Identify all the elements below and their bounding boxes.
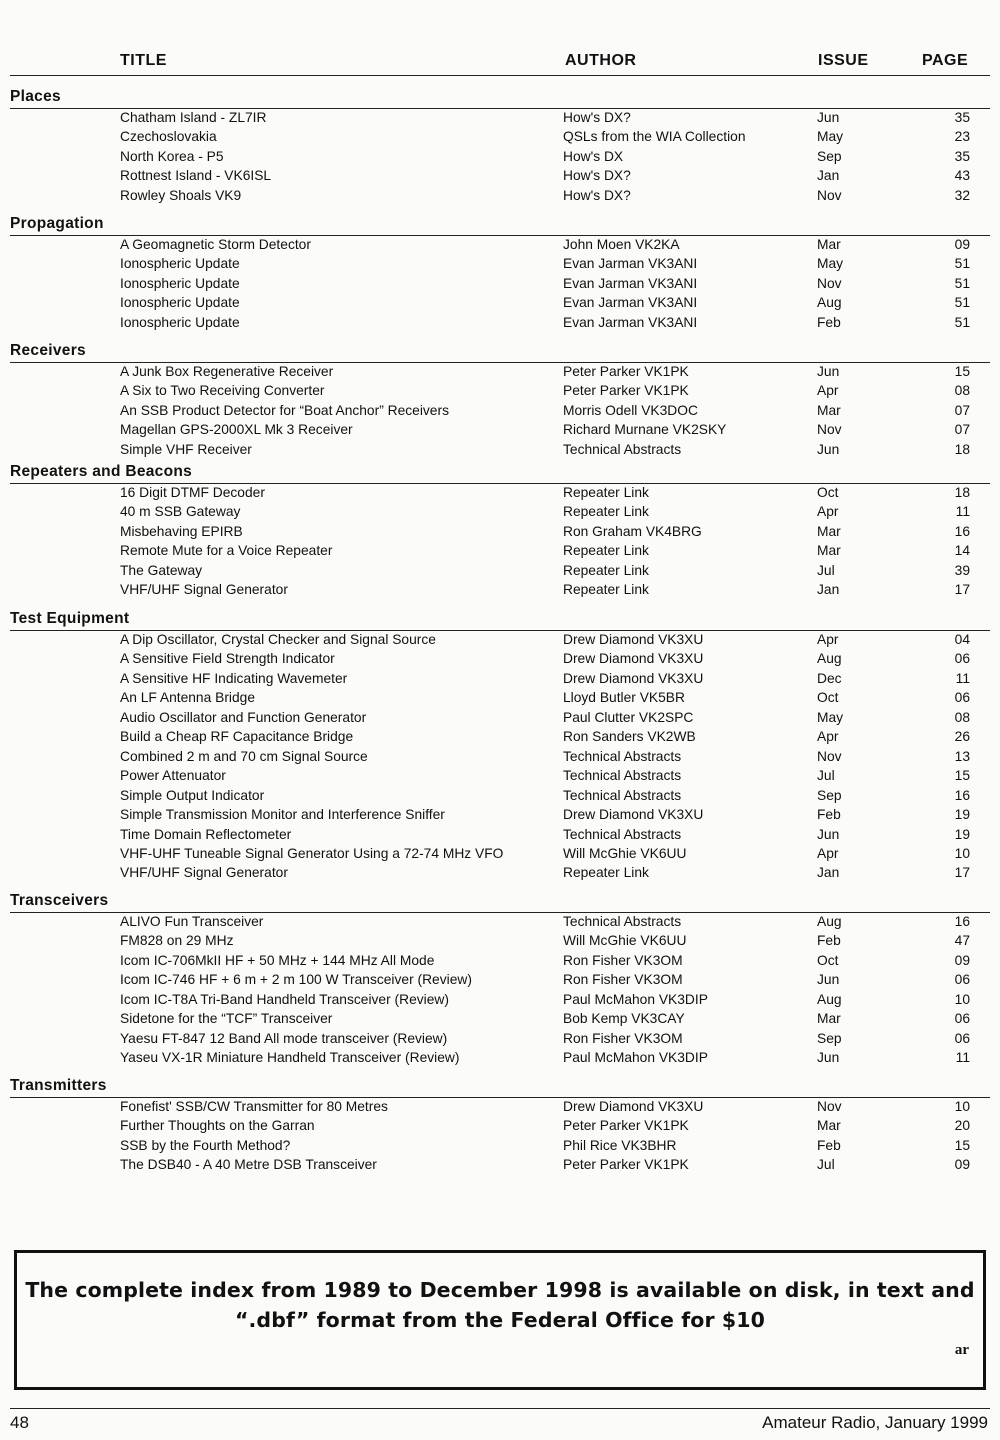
entry-issue: Jun	[817, 1050, 840, 1066]
entry-issue: Jun	[817, 972, 840, 988]
index-entry-row	[0, 420, 1000, 440]
entry-author: Peter Parker VK1PK	[563, 1118, 689, 1134]
entry-issue: Apr	[817, 632, 839, 647]
column-header-author: AUTHOR	[565, 52, 637, 69]
entry-title: Ionospheric Update	[120, 295, 240, 311]
entry-issue: Sep	[817, 148, 842, 164]
column-header-issue: ISSUE	[818, 52, 869, 69]
entry-page: 51	[954, 256, 970, 272]
entry-title: VHF-UHF Tuneable Signal Generator Using a 72-74 MHz VFO	[120, 845, 504, 861]
entry-page: 11	[955, 670, 970, 686]
entry-page: 35	[954, 110, 970, 125]
notice-sign-off: ar	[954, 1342, 969, 1358]
entry-issue: Jul	[817, 1157, 835, 1173]
entry-page: 51	[954, 295, 970, 311]
index-entry-row	[0, 1155, 1000, 1175]
column-header-page: PAGE	[922, 52, 969, 69]
entry-author: Evan Jarman VK3ANI	[563, 275, 698, 291]
entry-issue: Oct	[817, 952, 839, 968]
entry-author: Technical Abstracts	[563, 748, 682, 764]
entry-title: The Gateway	[120, 562, 203, 578]
entry-page: 09	[954, 952, 970, 968]
entry-title: Icom IC-706MkII HF + 50 MHz + 144 MHz All Mode	[120, 952, 435, 968]
entry-title: Rottnest Island - VK6ISL	[120, 168, 272, 184]
entry-issue: Jun	[817, 110, 840, 125]
index-entry-row	[0, 186, 1000, 206]
entry-author: Ron Fisher VK3OM	[563, 972, 683, 988]
entry-title: North Korea - P5	[120, 148, 224, 164]
entry-author: Technical Abstracts	[563, 768, 682, 784]
entry-title: A Six to Two Receiving Converter	[120, 383, 325, 399]
index-entry-row	[0, 541, 1000, 561]
footer-publication: Amateur Radio, January 1999	[762, 1413, 988, 1432]
section-heading: Receivers	[10, 342, 990, 363]
section-heading: Repeaters and Beacons	[10, 463, 990, 484]
entry-page: 17	[954, 865, 970, 881]
entry-author: Peter Parker VK1PK	[563, 364, 689, 379]
entry-author: Peter Parker VK1PK	[563, 383, 689, 399]
entry-author: Morris Odell VK3DOC	[563, 402, 698, 418]
index-entry-row	[0, 844, 1000, 864]
index-entry-row	[0, 313, 1000, 333]
index-entry-row	[0, 688, 1000, 708]
entry-page: 16	[954, 523, 970, 539]
entry-author: Drew Diamond VK3XU	[563, 651, 704, 667]
entry-title: Yaseu VX-1R Miniature Handheld Transceiver (Review)	[120, 1050, 460, 1066]
entry-author: Technical Abstracts	[563, 914, 682, 929]
entry-issue: Apr	[817, 845, 839, 861]
index-entry-row	[0, 254, 1000, 274]
index-entry-row	[0, 951, 1000, 971]
entry-title: A Junk Box Regenerative Receiver	[120, 364, 334, 379]
index-entry-row	[0, 970, 1000, 990]
index-entry-row	[0, 381, 1000, 401]
entry-page: 26	[954, 729, 970, 745]
entry-issue: Jan	[817, 168, 840, 184]
index-entry-row	[0, 1048, 1000, 1068]
entry-author: Repeater Link	[563, 485, 649, 500]
entry-title: VHF/UHF Signal Generator	[120, 582, 288, 598]
entry-author: Repeater Link	[563, 562, 649, 578]
entry-issue: Apr	[817, 383, 839, 399]
entry-page: 51	[954, 314, 970, 330]
entry-title: 16 Digit DTMF Decoder	[120, 485, 265, 500]
index-entry-row	[0, 440, 1000, 460]
disk-notice-box	[14, 1250, 986, 1390]
index-entry-row	[0, 863, 1000, 883]
entry-author: Drew Diamond VK3XU	[563, 670, 704, 686]
entry-author: John Moen VK2KA	[563, 237, 680, 252]
entry-title: Misbehaving EPIRB	[120, 523, 243, 539]
entry-issue: Jan	[817, 865, 840, 881]
index-entry-row	[0, 580, 1000, 600]
entry-title: Icom IC-T8A Tri-Band Handheld Transceiver (Review)	[120, 991, 449, 1007]
entry-issue: Aug	[817, 914, 842, 929]
entry-author: Richard Murnane VK2SKY	[563, 422, 727, 438]
entry-title: Ionospheric Update	[120, 314, 240, 330]
entry-issue: Feb	[817, 933, 841, 949]
index-entry-row	[0, 669, 1000, 689]
entry-title: The DSB40 - A 40 Metre DSB Transceiver	[120, 1157, 377, 1173]
entry-title: Icom IC-746 HF + 6 m + 2 m 100 W Transceiver (Review)	[120, 972, 472, 988]
entry-author: Peter Parker VK1PK	[563, 1157, 689, 1173]
notice-message	[17, 1275, 983, 1335]
index-entry-row	[0, 561, 1000, 581]
entry-title: Simple VHF Receiver	[120, 441, 252, 457]
entry-author: How's DX	[563, 148, 624, 164]
entry-page: 39	[954, 562, 970, 578]
index-entry-row	[0, 483, 1000, 503]
index-entry-row	[0, 766, 1000, 786]
notice-line-1: The complete index from 1989 to December 1998 is available on disk, in text and	[25, 1278, 975, 1302]
entry-author: How's DX?	[563, 110, 631, 125]
entry-page: 35	[954, 148, 970, 164]
entry-page: 08	[954, 383, 970, 399]
notice-line-2: “.dbf” format from the Federal Office for $10	[234, 1308, 766, 1332]
entry-page: 11	[955, 1050, 970, 1066]
entry-issue: Jun	[817, 826, 840, 842]
entry-issue: May	[817, 709, 844, 725]
entry-issue: Aug	[817, 651, 842, 667]
entry-page: 06	[954, 651, 970, 667]
entry-title: Fonefist' SSB/CW Transmitter for 80 Metres	[120, 1099, 388, 1114]
index-entry-row	[0, 362, 1000, 382]
entry-page: 43	[954, 168, 970, 184]
entry-page: 18	[954, 441, 970, 457]
entry-author: Ron Graham VK4BRG	[563, 523, 702, 539]
entry-issue: Jun	[817, 364, 840, 379]
entry-title: Rowley Shoals VK9	[120, 187, 242, 203]
entry-issue: Feb	[817, 1137, 841, 1153]
entry-issue: Nov	[817, 275, 842, 291]
entry-author: Ron Sanders VK2WB	[563, 729, 696, 745]
entry-page: 15	[954, 1137, 970, 1153]
entry-page: 16	[954, 787, 970, 803]
entry-title: An LF Antenna Bridge	[120, 690, 255, 706]
entry-issue: Nov	[817, 748, 842, 764]
entry-title: Sidetone for the “TCF” Transceiver	[120, 1011, 333, 1027]
index-entry-row	[0, 825, 1000, 845]
entry-page: 16	[954, 914, 970, 929]
entry-issue: Oct	[817, 690, 839, 706]
entry-page: 23	[954, 129, 970, 145]
section-heading: Places	[10, 88, 990, 109]
entry-title: Czechoslovakia	[120, 129, 217, 145]
entry-author: Evan Jarman VK3ANI	[563, 256, 698, 272]
index-entry-row	[0, 630, 1000, 650]
entry-page: 32	[954, 187, 970, 203]
entry-page: 09	[954, 1157, 970, 1173]
entry-issue: Apr	[817, 504, 839, 520]
index-entry-row	[0, 1116, 1000, 1136]
entry-title: VHF/UHF Signal Generator	[120, 865, 288, 881]
entry-title: SSB by the Fourth Method?	[120, 1137, 291, 1153]
entry-issue: Mar	[817, 523, 841, 539]
index-entry-row	[0, 786, 1000, 806]
entry-author: Evan Jarman VK3ANI	[563, 314, 698, 330]
index-entry-row	[0, 1029, 1000, 1049]
index-entry-row	[0, 990, 1000, 1010]
entry-issue: Mar	[817, 237, 841, 252]
entry-author: Paul McMahon VK3DIP	[563, 991, 708, 1007]
entry-issue: Mar	[817, 1011, 841, 1027]
entry-title: Magellan GPS-2000XL Mk 3 Receiver	[120, 422, 353, 438]
entry-author: Drew Diamond VK3XU	[563, 807, 704, 823]
entry-author: Repeater Link	[563, 865, 649, 881]
entry-page: 20	[954, 1118, 970, 1134]
entry-title: Build a Cheap RF Capacitance Bridge	[120, 729, 354, 745]
entry-page: 19	[954, 807, 970, 823]
entry-author: Repeater Link	[563, 582, 649, 598]
footer-rule	[10, 1408, 990, 1409]
entry-issue: Dec	[817, 670, 842, 686]
entry-author: Ron Fisher VK3OM	[563, 952, 683, 968]
entry-issue: Feb	[817, 314, 841, 330]
footer-page-number: 48	[10, 1413, 29, 1432]
entry-page: 18	[954, 485, 970, 500]
entry-page: 51	[954, 275, 970, 291]
entry-title: A Dip Oscillator, Crystal Checker and Signal Source	[120, 632, 436, 647]
entry-author: Lloyd Butler VK5BR	[563, 690, 685, 706]
entry-author: Bob Kemp VK3CAY	[563, 1011, 685, 1027]
entry-author: Will McGhie VK6UU	[563, 845, 687, 861]
entry-author: How's DX?	[563, 168, 631, 184]
entry-issue: May	[817, 256, 844, 272]
entry-title: A Geomagnetic Storm Detector	[120, 237, 311, 252]
entry-page: 14	[954, 543, 970, 559]
entry-author: Ron Fisher VK3OM	[563, 1030, 683, 1046]
section-heading: Propagation	[10, 215, 990, 236]
entry-page: 15	[954, 768, 970, 784]
entry-issue: Feb	[817, 807, 841, 823]
entry-title: Yaesu FT-847 12 Band All mode transceiver (Review)	[120, 1030, 448, 1046]
index-entry-row	[0, 727, 1000, 747]
entry-page: 10	[954, 991, 970, 1007]
entry-issue: Aug	[817, 991, 842, 1007]
entry-page: 10	[954, 1099, 970, 1114]
index-entry-row	[0, 747, 1000, 767]
entry-page: 04	[954, 632, 970, 647]
entry-page: 06	[954, 972, 970, 988]
entry-title: Ionospheric Update	[120, 256, 240, 272]
index-entry-row	[0, 1136, 1000, 1156]
index-entry-row	[0, 108, 1000, 128]
entry-author: Phil Rice VK3BHR	[563, 1137, 677, 1153]
index-entry-row	[0, 401, 1000, 421]
index-entry-row	[0, 931, 1000, 951]
section-heading: Test Equipment	[10, 610, 990, 631]
index-entry-row	[0, 502, 1000, 522]
column-header-title: TITLE	[120, 52, 167, 69]
entry-page: 19	[954, 826, 970, 842]
index-entry-row	[0, 127, 1000, 147]
entry-author: Drew Diamond VK3XU	[563, 1099, 704, 1114]
entry-title: Power Attenuator	[120, 768, 226, 784]
entry-page: 47	[954, 933, 970, 949]
entry-issue: Mar	[817, 402, 841, 418]
entry-title: Simple Transmission Monitor and Interference Sniffer	[120, 807, 445, 823]
index-entry-row	[0, 805, 1000, 825]
index-entry-row	[0, 1009, 1000, 1029]
entry-title: A Sensitive HF Indicating Wavemeter	[120, 670, 348, 686]
entry-issue: Nov	[817, 1099, 842, 1114]
entry-issue: Aug	[817, 295, 842, 311]
entry-page: 15	[954, 364, 970, 379]
entry-author: Repeater Link	[563, 504, 649, 520]
entry-title: Remote Mute for a Voice Repeater	[120, 543, 333, 559]
entry-title: Simple Output Indicator	[120, 787, 265, 803]
entry-title: An SSB Product Detector for “Boat Anchor” Receivers	[120, 402, 449, 418]
entry-title: Time Domain Reflectometer	[120, 826, 292, 842]
entry-author: Technical Abstracts	[563, 441, 682, 457]
entry-author: Technical Abstracts	[563, 826, 682, 842]
header-rule	[10, 75, 990, 76]
index-entry-row	[0, 1097, 1000, 1117]
entry-author: Drew Diamond VK3XU	[563, 632, 704, 647]
entry-title: FM828 on 29 MHz	[120, 933, 234, 949]
entry-issue: Nov	[817, 422, 842, 438]
entry-issue: Oct	[817, 485, 839, 500]
entry-author: Evan Jarman VK3ANI	[563, 295, 698, 311]
entry-page: 09	[954, 237, 970, 252]
entry-page: 07	[954, 402, 970, 418]
index-entry-row	[0, 649, 1000, 669]
entry-page: 06	[954, 1011, 970, 1027]
entry-page: 06	[954, 1030, 970, 1046]
entry-issue: Mar	[817, 543, 841, 559]
entry-author: Paul McMahon VK3DIP	[563, 1050, 708, 1066]
entry-title: Combined 2 m and 70 cm Signal Source	[120, 748, 368, 764]
entry-issue: Jun	[817, 441, 840, 457]
section-heading: Transceivers	[10, 892, 990, 913]
section-heading: Transmitters	[10, 1077, 990, 1098]
entry-issue: Sep	[817, 1030, 842, 1046]
entry-page: 11	[955, 504, 970, 520]
entry-author: How's DX?	[563, 187, 631, 203]
index-entry-row	[0, 522, 1000, 542]
entry-issue: Jan	[817, 582, 840, 598]
index-entry-row	[0, 293, 1000, 313]
entry-issue: Sep	[817, 787, 842, 803]
index-entry-row	[0, 912, 1000, 932]
entry-page: 13	[954, 748, 970, 764]
index-entry-row	[0, 274, 1000, 294]
entry-author: Technical Abstracts	[563, 787, 682, 803]
entry-issue: May	[817, 129, 844, 145]
entry-title: A Sensitive Field Strength Indicator	[120, 651, 335, 667]
index-entry-row	[0, 708, 1000, 728]
entry-author: Will McGhie VK6UU	[563, 933, 687, 949]
entry-title: Audio Oscillator and Function Generator	[120, 709, 367, 725]
entry-issue: Mar	[817, 1118, 841, 1134]
entry-title: Further Thoughts on the Garran	[120, 1118, 315, 1134]
entry-title: Ionospheric Update	[120, 275, 240, 291]
entry-author: Repeater Link	[563, 543, 649, 559]
index-entry-row	[0, 166, 1000, 186]
entry-author: QSLs from the WIA Collection	[563, 129, 746, 145]
entry-page: 08	[954, 709, 970, 725]
entry-page: 17	[954, 582, 970, 598]
entry-issue: Nov	[817, 187, 842, 203]
entry-page: 06	[954, 690, 970, 706]
entry-title: ALIVO Fun Transceiver	[120, 914, 264, 929]
entry-title: Chatham Island - ZL7IR	[120, 110, 267, 125]
index-entry-row	[0, 147, 1000, 167]
entry-issue: Jul	[817, 768, 835, 784]
index-entry-row	[0, 235, 1000, 255]
entry-issue: Apr	[817, 729, 839, 745]
entry-page: 07	[954, 422, 970, 438]
entry-issue: Jul	[817, 562, 835, 578]
entry-page: 10	[954, 845, 970, 861]
entry-title: 40 m SSB Gateway	[120, 504, 241, 520]
entry-author: Paul Clutter VK2SPC	[563, 709, 694, 725]
